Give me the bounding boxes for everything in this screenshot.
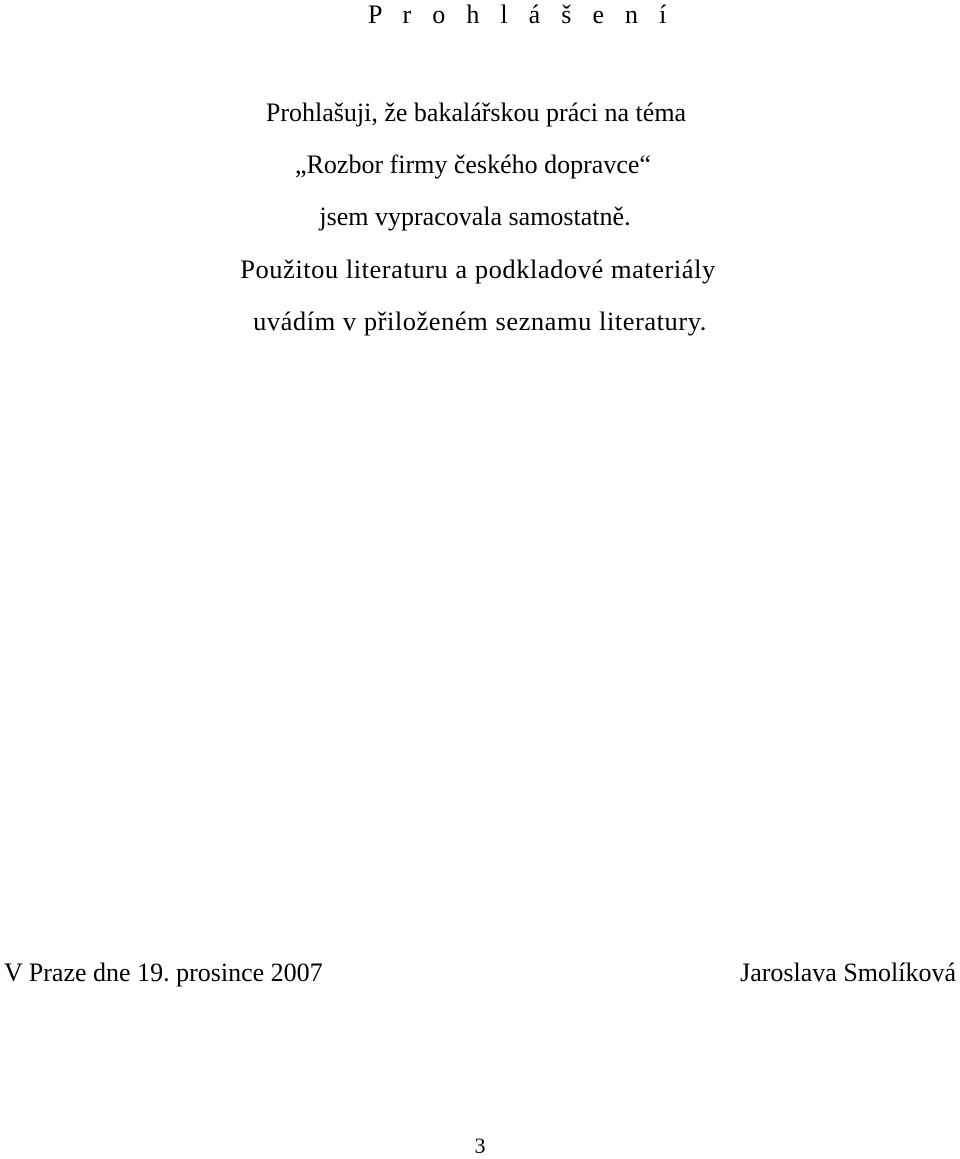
declaration-line-5: uvádím v přiloženém seznamu literatury. [253, 306, 707, 336]
declaration-line-3: jsem vypracovala samostatně. [319, 202, 631, 231]
place-and-date: V Praze dne 19. prosince 2007 [4, 958, 323, 987]
thesis-title-line: „Rozbor firmy českého dopravce“ [295, 150, 651, 179]
page-number: 3 [474, 1133, 486, 1158]
author-name: Jaroslava Smolíková [740, 958, 956, 987]
declaration-line-1: Prohlašuji, že bakalářskou práci na téma [265, 98, 687, 127]
declaration-line-4: Použitou literaturu a podkladové materiály [240, 254, 716, 284]
page-title: P r o h l á š e n í [368, 0, 674, 29]
